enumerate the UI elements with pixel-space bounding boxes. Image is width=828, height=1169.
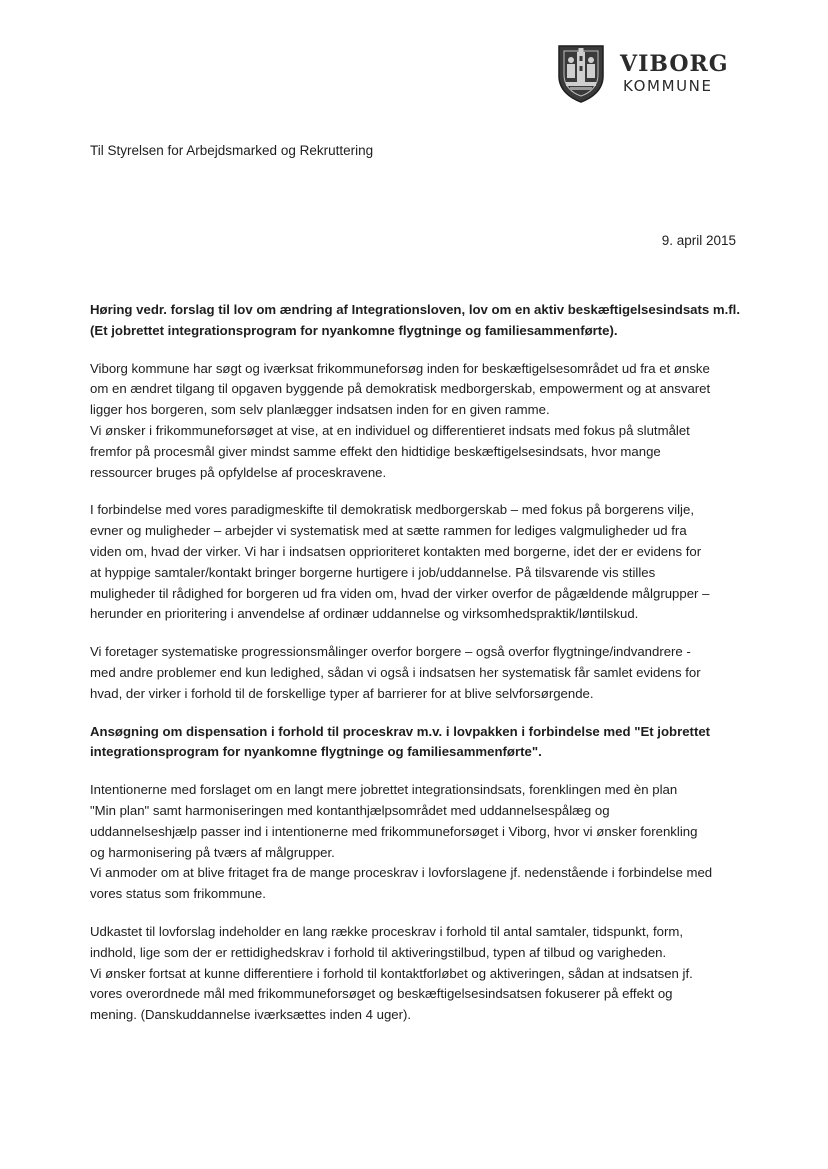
heading-line: Høring vedr. forslag til lov om ændring af Integrationsloven, lov om en aktiv beskæftigelsesindsats m.fl. xyxy=(90,302,740,317)
text-line: muligheder til rådighed for borgeren ud fra viden om, hvad der virker overfor de pågældende målgrupper – xyxy=(90,585,710,601)
letter-body xyxy=(90,300,740,1043)
paragraph-2 xyxy=(90,500,740,625)
paragraph-1 xyxy=(90,359,740,484)
text-line: at hyppige samtaler/kontakt bringer borgerne hurtigere i job/uddannelse. På tilsvarende vis stilles xyxy=(90,564,656,580)
subheading-line: integrationsprogram for nyankomne flygtninge og familiesammenførte". xyxy=(90,744,542,760)
text-line: indhold, lige som der er rettidighedskrav i forhold til aktiveringstilbud, typen af tilbud og varigheden. xyxy=(90,944,667,960)
text-line: om en ændret tilgang til opgaven byggende på demokratisk medborgerskab, empowerment og at ansvaret xyxy=(90,381,711,397)
text-line: herunder en prioritering i anvendelse af ordinær uddannelse og virksomhedspraktik/løntilskud. xyxy=(90,606,639,622)
text-line: mening. (Danskuddannelse iværksættes inden 4 uger). xyxy=(90,1007,412,1023)
section-subheading xyxy=(90,722,740,764)
paragraph-4 xyxy=(90,780,740,905)
text-line: Vi ønsker fortsat at kunne differentiere i forhold til kontaktforløbet og aktiveringen, sådan at indsatsen jf. xyxy=(90,965,693,981)
text-line: vores overordnede mål med frikommuneforsøget og beskæftigelsesindsatsen fokuserer på effekt og xyxy=(90,986,673,1002)
viborg-crest-icon xyxy=(556,42,606,104)
text-line: I forbindelse med vores paradigmeskifte til demokratisk medborgerskab – med fokus på borgerens vilje, xyxy=(90,502,694,518)
text-line: med andre problemer end kun ledighed, sådan vi også i indsatsen her systematisk får samlet evidens for xyxy=(90,664,701,680)
recipient-line: Til Styrelsen for Arbejdsmarked og Rekruttering xyxy=(90,143,374,158)
text-line: ligger hos borgeren, som selv planlægger indsatsen inden for en given ramme. xyxy=(90,402,550,418)
paragraph-5 xyxy=(90,922,740,1026)
text-line: Viborg kommune har søgt og iværksat frikommuneforsøg inden for beskæftigelsesområdet ud fra et ønske xyxy=(90,360,710,376)
letter-date: 9. april 2015 xyxy=(661,233,736,248)
text-line: og harmonisering på tværs af målgrupper. xyxy=(90,844,335,860)
logo-subtitle: KOMMUNE xyxy=(623,77,713,95)
text-line: ressourcer bruges på opfyldelse af proceskravene. xyxy=(90,464,387,480)
text-line: Vi foretager systematiske progressionsmålinger overfor borgere – også overfor flygtninge/indvandrere - xyxy=(90,644,691,660)
text-line: Vi anmoder om at blive fritaget fra de mange proceskrav i lovforslagene jf. nedenstående i forbindelse med xyxy=(90,865,713,881)
text-line: "Min plan" samt harmoniseringen med kontanthjælpsområdet med uddannelsespålæg og xyxy=(90,802,610,818)
text-line: Udkastet til lovforslag indeholder en lang række proceskrav i forhold til antal samtaler, tidspunkt, form, xyxy=(90,923,683,939)
text-line: Vi ønsker i frikommuneforsøget at vise, at en individuel og differentieret indsats med fokus på slutmålet xyxy=(90,422,690,438)
text-line: fremfor på procesmål giver mindst samme effekt den hidtidige beskæftigelsesindsats, hvor mange xyxy=(90,443,661,459)
viborg-kommune-logo xyxy=(556,42,736,106)
subheading-line: Ansøgning om dispensation i forhold til proceskrav m.v. i lovpakken i forbindelse med "Et jobrettet xyxy=(90,723,711,739)
text-line: viden om, hvad der virker. Vi har i indsatsen opprioriteret kontakten med borgerne, idet der er evidens for xyxy=(90,543,702,559)
paragraph-3 xyxy=(90,642,740,704)
logo-name: VIBORG xyxy=(620,51,729,77)
text-line: vores status som frikommune. xyxy=(90,886,266,902)
letter-heading xyxy=(90,300,740,342)
text-line: uddannelseshjælp passer ind i intentionerne med frikommuneforsøget i Viborg, hvor vi ønsker forenkling xyxy=(90,823,698,839)
text-line: Intentionerne med forslaget om en langt mere jobrettet integrationsindsats, forenklingen med èn plan xyxy=(90,782,678,798)
heading-line: (Et jobrettet integrationsprogram for nyankomne flygtninge og familiesammenførte). xyxy=(90,322,618,338)
text-line: evner og muligheder – arbejder vi systematisk med at sætte rammen for lediges valgmuligheder ud fra xyxy=(90,523,687,539)
text-line: hvad, der virker i forhold til de forskellige typer af barrierer for at blive selvforsørgende. xyxy=(90,685,594,701)
